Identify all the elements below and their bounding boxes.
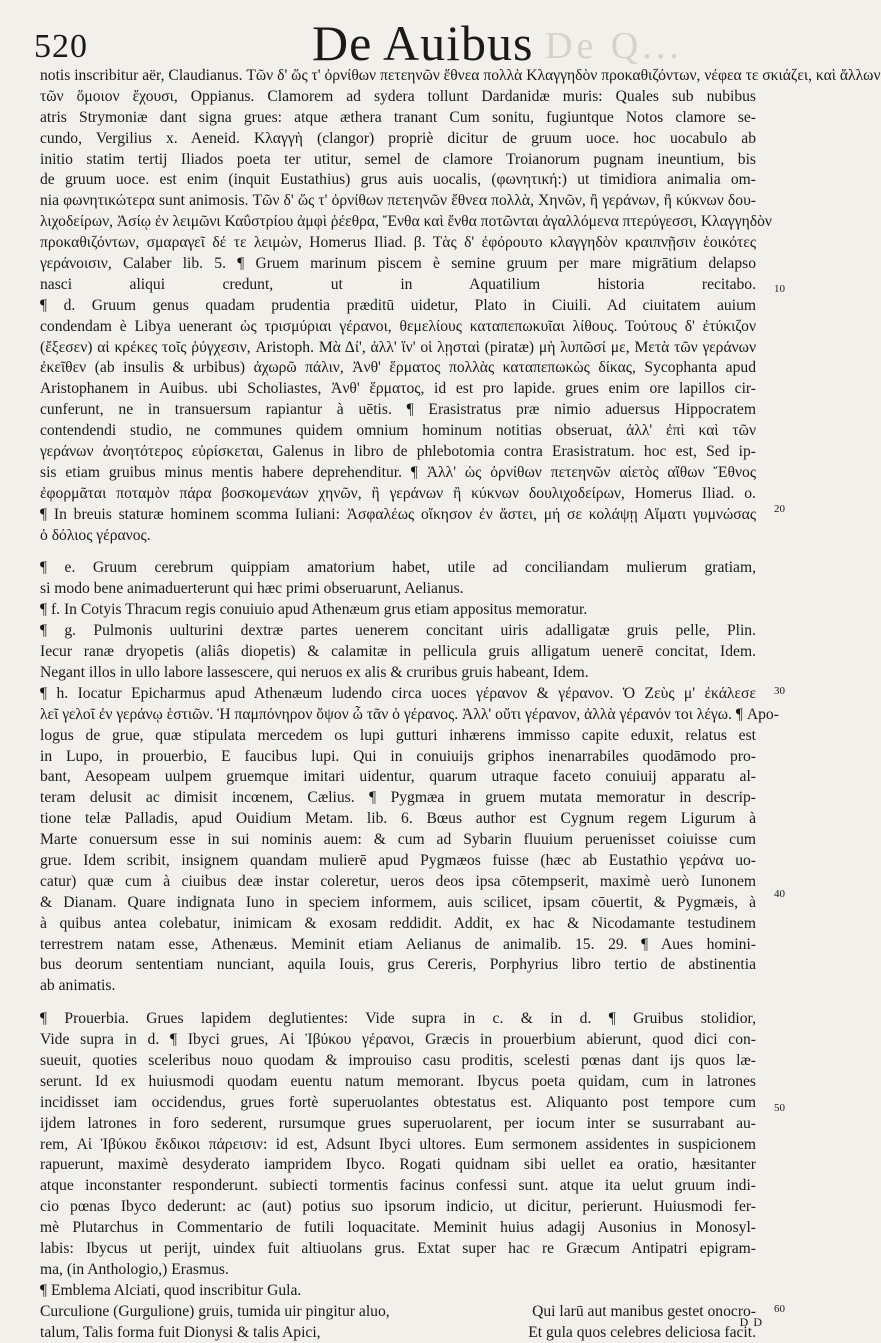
text-line: Negant illos in ullo labore lassescere, qui neruos ex alis & cruribus gruis habeant, Idem.	[40, 663, 589, 681]
text-line: & Dianam. Quare indignata Iuno in speciem informem, auis scilicet, ipsam cōuertit, & Pygmæis, à	[40, 893, 756, 911]
text-line: condendam è Libya uenerant ὡς τρισμύριαι γέρανοι, θεμελίους καταπεπωκυῖαι λίθους. Τούτους δ' ἐτύκιζον	[40, 317, 756, 335]
text-line: de gruum uoce. est enim (inquit Eustathius) grus auis uocalis, (φωνητική:) ut timidiora animalia om-	[40, 171, 756, 189]
text-line: rapuerunt, maximè desyderato iampridem Ibyco. Rogati quidnam sibi uellet ea oratio, hæsitanter	[40, 1156, 756, 1174]
section-f	[40, 600, 756, 621]
text-line: incidisset iam occidendus, grues fortè superuolantes obtestatus est. Aliquanto post tempore cum	[40, 1093, 756, 1111]
text-line: ¶ h. Iocatur Epicharmus apud Athenæum ludendo circa uoces γέρανον & γέρανον. Ὁ Ζεὺς μ' ἐκάλεσε	[40, 684, 756, 702]
text-line: (ἔξεσεν) αἱ κρέκες τοῖς ῥύγχεσιν, Aristoph. Μὰ Δί', ἀλλ' ἵν' οἱ λῃσταὶ (piratæ) μὴ λυπῶσί με, Μετὰ τῶν γεράνων	[40, 338, 756, 356]
text-line: Aristophanem in Auibus. ubi Scholiastes, Ἀνθ' ἕρματος, id est pro lapide. grues enim ore lapillos cir-	[40, 380, 756, 398]
text-line: serunt. Id ex huiusmodi quodam euentu natum memorant. Ibycus poeta quidam, cum in latrones	[40, 1072, 756, 1090]
text-line: ¶ In breuis staturæ hominem scomma Iuliani: Ἀσφαλέως οἴκησον ἐν ἄστει, μή σε κολάψῃ Αἵματι γυμνώσας	[40, 505, 756, 523]
text-line: ¶ f. In Cotyis Thracum regis conuiuio apud Athenæum grus etiam appositus memoratur.	[40, 601, 588, 619]
emblem-verse-row	[40, 1323, 756, 1343]
text-line: notis inscribitur aër, Claudianus. Τῶν δ' ὥς τ' ὀρνίθων πετεηνῶν ἔθνεα πολλὰ Κλαγγηδὸν προκαθιζόντων, νέφεα τε σκιάζει, καὶ ἄλλων	[40, 67, 881, 84]
margin-line-number: 30	[774, 685, 785, 697]
bleed-through-text: De Q...	[545, 25, 683, 67]
verse-right: Qui larū aut manibus gestet onocro-	[532, 1302, 756, 1320]
section-e	[40, 558, 756, 600]
verse-left: talum, Talis forma fuit Dionysi & talis Apici,	[40, 1323, 321, 1341]
text-line: sueuit, quoties sceleribus nouo quodam & improuiso casu proditis, scelesti pœnas dant ijs quos læ-	[40, 1051, 756, 1069]
margin-line-number: 40	[774, 888, 785, 900]
text-line: ἐκεῖθεν (ab insulis & urbibus) ἀχωρῶ πάλιν, Ἀνθ' ἕρματος πολλὰς καταπεπωκὼς δίκας, Sycophanta apud	[40, 359, 756, 377]
text-line: si modo bene animaduerterunt qui hæc primi obseruarunt, Aelianus.	[40, 580, 464, 598]
emblem-verse-row	[40, 1302, 756, 1323]
text-line: à quibus antea colebatur, inimicam & exosam reddidit. Addit, ex hac & Nicodamante testudinem	[40, 914, 756, 932]
section-proverbia	[40, 1009, 756, 1281]
text-line: τῶν ὅμοιον ἔχουσι, Oppianus. Clamorem ad sydera tollunt Dardanidæ muris: Quales sub nubibus	[40, 87, 756, 105]
text-line: ἐφορμᾶται ποταμὸν πάρα βοσκομενάων χηνῶν, ἢ γεράνων ἢ κύκνων δουλιχοδείρων, Homerus Iliad. o.	[40, 484, 756, 502]
text-line: γεράνων ἀνοητότερος εὑρίσκεται, Galenus in libro de phlebotomia contra Erasistratum. hoc est, Sed ip-	[40, 443, 756, 461]
emblem-title: ¶ Emblema Alciati, quod inscribitur Gula.	[40, 1281, 302, 1299]
text-line: terrestrem natam esse, Athenæus. Meminit etiam Aelianus de animalib. 15. 29. ¶ Aues homini-	[40, 935, 756, 953]
page-number: 520	[34, 28, 88, 65]
page-header	[0, 10, 787, 74]
signature-mark: D D	[739, 1315, 763, 1329]
running-title: De Auibus	[312, 15, 534, 71]
text-line: Iecur ranæ dryopetis (aliâs diopetis) & calamitæ in pellicula gruis alligatum uenerē concitat, Idem.	[40, 643, 756, 661]
margin-line-number: 10	[774, 283, 785, 295]
text-line: rem, Αἱ Ἰβύκου ἔκδικοι πάρεισιν: id est, Adsunt Ibyci ultores. Eum sermonem assidentes in suspicionem	[40, 1135, 756, 1153]
text-line: ὁ δόλιος γέρανος.	[40, 526, 151, 544]
text-line: cio pœnas Ibyco dederunt: ac (aut) potius suo ipsorum indicio, ut dicitur, perierunt. Huiusmodi fer-	[40, 1198, 756, 1216]
text-line: bus deorum sententiam nunciant, aquila Iouis, grus Cereris, Porphyrius libro tertio de abstinentia	[40, 956, 756, 974]
text-line: teram delusit ac dimisit incœnem, Cælius. ¶ Pygmæa in gruem mutata memoratur in descrip-	[40, 789, 756, 807]
text-line: in Lupo, in prouerbio, E faucibus lupi. Qui in conuiuijs griphos inenarrabiles quodāmodo pro-	[40, 747, 756, 765]
text-line: ijdem latrones in foro sederent, rursumque grues superuolarent, per iocum inter se susurrabant au-	[40, 1114, 756, 1132]
text-line: ¶ e. Gruum cerebrum quippiam amatorium habet, utile ad conciliandam mulierum gratiam,	[40, 559, 756, 577]
text-line: initio statim tertij Iliados poeta ter utitur, semel de clamore Troianorum pugnam ineuntium, bis	[40, 150, 756, 168]
text-line: labis: Ibycus ut perijt, uindex fuit altiuolans grus. Extat super hac re Græcum Antipatri epigram-	[40, 1239, 756, 1257]
text-line: Marte conuersum esse in sui nominis auem: & cum ad Sybarin fluuium peruenisset coiuisse cum	[40, 831, 756, 849]
text-line: mè Plutarchus in Commentario de futili loquacitate. Meminit huius adagij Ausonius in Monosyl-	[40, 1219, 756, 1237]
text-line: ¶ Prouerbia. Grues lapidem deglutientes: Vide supra in c. & in d. ¶ Gruibus stolidior,	[40, 1010, 756, 1028]
verse-left: Curculione (Gurgulione) gruis, tumida uir pingitur aluo,	[40, 1302, 390, 1320]
text-line: cunferunt, ne in transuersum rapiantur à uētis. ¶ Erasistratus præ nimio aduersus Hippocratem	[40, 401, 756, 419]
text-line: Vide supra in d. ¶ Ibyci grues, Αἱ Ἰβύκου γέρανοι, Græcis in prouerbium abierunt, quod dici con-	[40, 1031, 756, 1049]
text-line: logus de grue, quæ stipulata mercedem os lupi gutturi inhærens immisso capite eduxit, relatus est	[40, 726, 756, 744]
text-line: sis etiam gruibus minus mentis habere deprehenditur. ¶ Ἀλλ' ὡς ὀρνίθων πετεηνῶν αἰετὸς αἴθων Ἔθνος	[40, 463, 756, 481]
text-line: ab animatis.	[40, 977, 116, 995]
text-line: λεῖ γελοῖ ἐν γεράνῳ ἑστιῶν. Ἡ παμπόνηρον ὄψον ὦ τᾶν ὁ γέρανος. Ἀλλ' οὔτι γέρανον, ἀλλὰ γέρανόν τοι λέγω. ¶ Apo-	[40, 705, 779, 723]
text-line: contendendi studio, ne communes quidem omnium hominum notitias obseruat, ἀλλ' ἐπὶ καὶ τῶν	[40, 422, 756, 440]
text-line: ¶ g. Pulmonis uulturini dextræ partes uenerem concitant uiris adalligatæ gruis pelle, Plin.	[40, 622, 756, 640]
text-line: cundo, Vergilius x. Aeneid. Κλαγγὴ (clangor) propriè dicitur de gruum uoce. hoc uocabulo ab	[40, 129, 756, 147]
text-line: nia φωνητικώτερα sunt animosis. Τῶν δ' ὥς τ' ὀρνίθων πετεηνῶν ἔθνεα πολλὰ, Χηνῶν, ἢ γεράνων, ἢ κύκνων δου-	[40, 192, 756, 210]
section-gap	[40, 546, 756, 558]
section-h	[40, 684, 779, 997]
text-line: atris Strymoniæ dant signa grues: atque æthera tranant Cum sonitu, fugiuntque Notos clamore se-	[40, 108, 756, 126]
text-line: γεράνοισιν, Calaber lib. 5. ¶ Gruem marinum piscem è semine gruum per mare migrātium delapso	[40, 255, 756, 273]
section-g	[40, 621, 756, 684]
text-line: tione telæ Palladis, apud Ouidium Metam. lib. 6. Bœus author est Cygnum regem Ligurum à	[40, 810, 756, 828]
verse-right: Et gula quos celebres deliciosa facit.	[528, 1323, 756, 1341]
text-line: atque inconstanter responderunt. subiecti tormentis facinus confessi sunt. atque ita uelut gruum indi-	[40, 1177, 756, 1195]
margin-line-number: 50	[774, 1102, 785, 1114]
text-line: λιχοδείρων, Ἀσίῳ ἐν λειμῶνι Καΰστρίου ἀμφὶ ῥέεθρα, Ἔνθα καὶ ἔνθα ποτῶνται ἀγαλλόμενα πτερύγεσσι, Κλαγγηδὸν	[40, 213, 772, 231]
text-line: catur) quæ cum à ciuibus deæ instar coleretur, ueros deos ipsa cōtempserit, maximè uerò Iunonem	[40, 872, 756, 890]
text-line: nasci aliqui credunt, ut in Aquatilium historia recitabo.	[40, 275, 756, 293]
margin-line-number: 60	[774, 1303, 785, 1315]
margin-line-number: 20	[774, 503, 785, 515]
text-line: bant, Aesopeam uulpem gruemque imitari uidentur, quarum utraque faceto conuiuij apparatu al-	[40, 768, 756, 786]
section-gap	[40, 997, 756, 1009]
text-line: grue. Idem scribit, insignem quandam mulierē apud Pygmæos fuisse (hæc ab Eustathio γεράνα uo-	[40, 851, 756, 869]
text-line: ¶ d. Gruum genus quadam prudentia præditū uidetur, Plato in Ciuili. Ad ciuitatem auium	[40, 296, 756, 314]
text-line: ma, (in Anthologio,) Erasmus.	[40, 1260, 229, 1278]
text-line: προκαθιζόντων, σμαραγεῖ δέ τε λειμὼν, Homerus Iliad. β. Τὰς δ' ἐφόρουτο κλαγγηδὸν κραιπνῇσιν ἑοικότες	[40, 234, 756, 252]
